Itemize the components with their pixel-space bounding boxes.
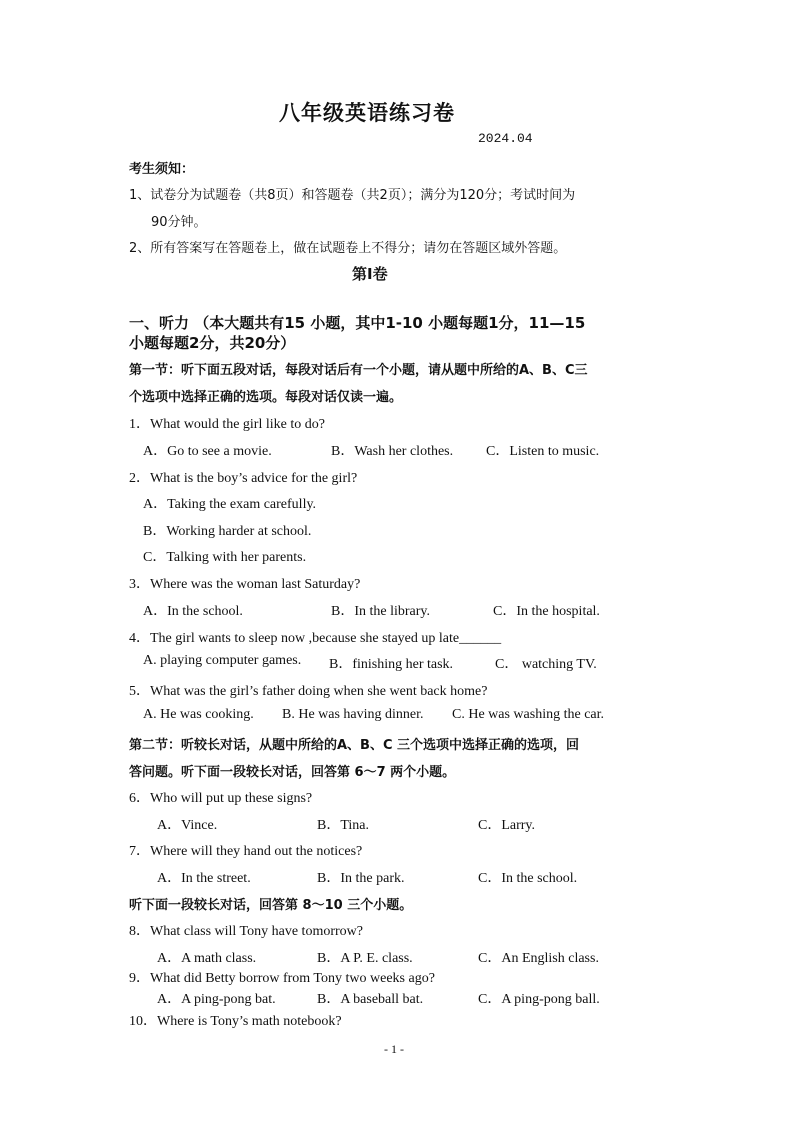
notice-item-1: 1、试卷分为试题卷（共8页）和答题卷（共2页）；满分为120分；考试时间为 xyxy=(129,188,576,203)
q9-option-a: A．A ping-pong bat. xyxy=(157,992,276,1007)
notice-item-2: 2、所有答案写在答题卷上，做在试题卷上不得分；请勿在答题区域外答题。 xyxy=(129,241,567,256)
q8-option-c: C．An English class. xyxy=(478,951,599,966)
q9-option-c: C．A ping-pong ball. xyxy=(478,992,600,1007)
q1-option-b: B．Wash her clothes. xyxy=(331,444,454,459)
question-9: 9．What did Betty borrow from Tony two weeks ago? xyxy=(129,971,435,986)
question-3: 3．Where was the woman last Saturday? xyxy=(129,577,361,592)
question-7: 7．Where will they hand out the notices? xyxy=(129,844,363,859)
q7-option-a: A．In the street. xyxy=(157,871,251,886)
q5-option-c: C. He was washing the car. xyxy=(452,707,605,722)
part-title: 第Ⅰ卷 xyxy=(352,265,388,283)
part1-instruction-cont: 个选项中选择正确的选项。每段对话仅读一遍。 xyxy=(129,390,403,405)
q4-option-a: A. playing computer games. xyxy=(143,653,302,668)
q5-option-a: A. He was cooking. xyxy=(143,707,254,722)
question-6: 6．Who will put up these signs? xyxy=(129,791,313,806)
q5-option-b: B. He was having dinner. xyxy=(282,707,424,722)
section-heading-cont: 小题每题2分，共20分） xyxy=(129,334,296,352)
question-4: 4．The girl wants to sleep now ,because she stayed up late______ xyxy=(129,631,502,646)
question-2: 2．What is the boy’s advice for the girl? xyxy=(129,471,358,486)
question-1: 1．What would the girl like to do? xyxy=(129,417,325,432)
part2-instruction-cont: 答问题。听下面一段较长对话，回答第 6～7 两个小题。 xyxy=(129,765,456,780)
page-number: - 1 - xyxy=(384,1042,404,1056)
q6-option-c: C．Larry. xyxy=(478,818,536,833)
q1-option-a: A．Go to see a movie. xyxy=(143,444,272,459)
q7-option-c: C．In the school. xyxy=(478,871,578,886)
part1-instruction: 第一节：听下面五段对话，每段对话后有一个小题，请从题中所给的A、B、C三 xyxy=(129,363,588,378)
q4-option-b: B．finishing her task. xyxy=(329,657,454,672)
question-8: 8．What class will Tony have tomorrow? xyxy=(129,924,363,939)
part2-instruction-2: 听下面一段较长对话，回答第 8～10 三个小题。 xyxy=(129,898,413,913)
q6-option-a: A．Vince. xyxy=(157,818,218,833)
q8-option-b: B．A P. E. class. xyxy=(317,951,413,966)
question-10: 10．Where is Tony’s math notebook? xyxy=(129,1014,342,1029)
q2-option-a: A．Taking the exam carefully. xyxy=(143,497,317,512)
notice-heading: 考生须知： xyxy=(129,162,195,177)
q2-option-b: B．Working harder at school. xyxy=(143,524,312,539)
q1-option-c: C．Listen to music. xyxy=(486,444,600,459)
part2-instruction: 第二节：听较长对话，从题中所给的A、B、C 三个选项中选择正确的选项，回 xyxy=(129,738,580,753)
exam-date: 2024.04 xyxy=(478,131,533,146)
section-heading: 一、听力 （本大题共有15 小题，其中1-10 小题每题1分，11—15 xyxy=(129,314,586,332)
q8-option-a: A．A math class. xyxy=(157,951,257,966)
page-title: 八年级英语练习卷 xyxy=(279,101,455,125)
q6-option-b: B．Tina. xyxy=(317,818,370,833)
q4-option-c: C． watching TV. xyxy=(495,657,597,672)
q2-option-c: C．Talking with her parents. xyxy=(143,550,307,565)
q3-option-b: B．In the library. xyxy=(331,604,431,619)
q7-option-b: B．In the park. xyxy=(317,871,405,886)
question-5: 5．What was the girl’s father doing when she went back home? xyxy=(129,684,488,699)
notice-item-1-cont: 90分钟。 xyxy=(151,215,207,230)
q3-option-a: A．In the school. xyxy=(143,604,243,619)
q3-option-c: C．In the hospital. xyxy=(493,604,600,619)
q9-option-b: B．A baseball bat. xyxy=(317,992,424,1007)
